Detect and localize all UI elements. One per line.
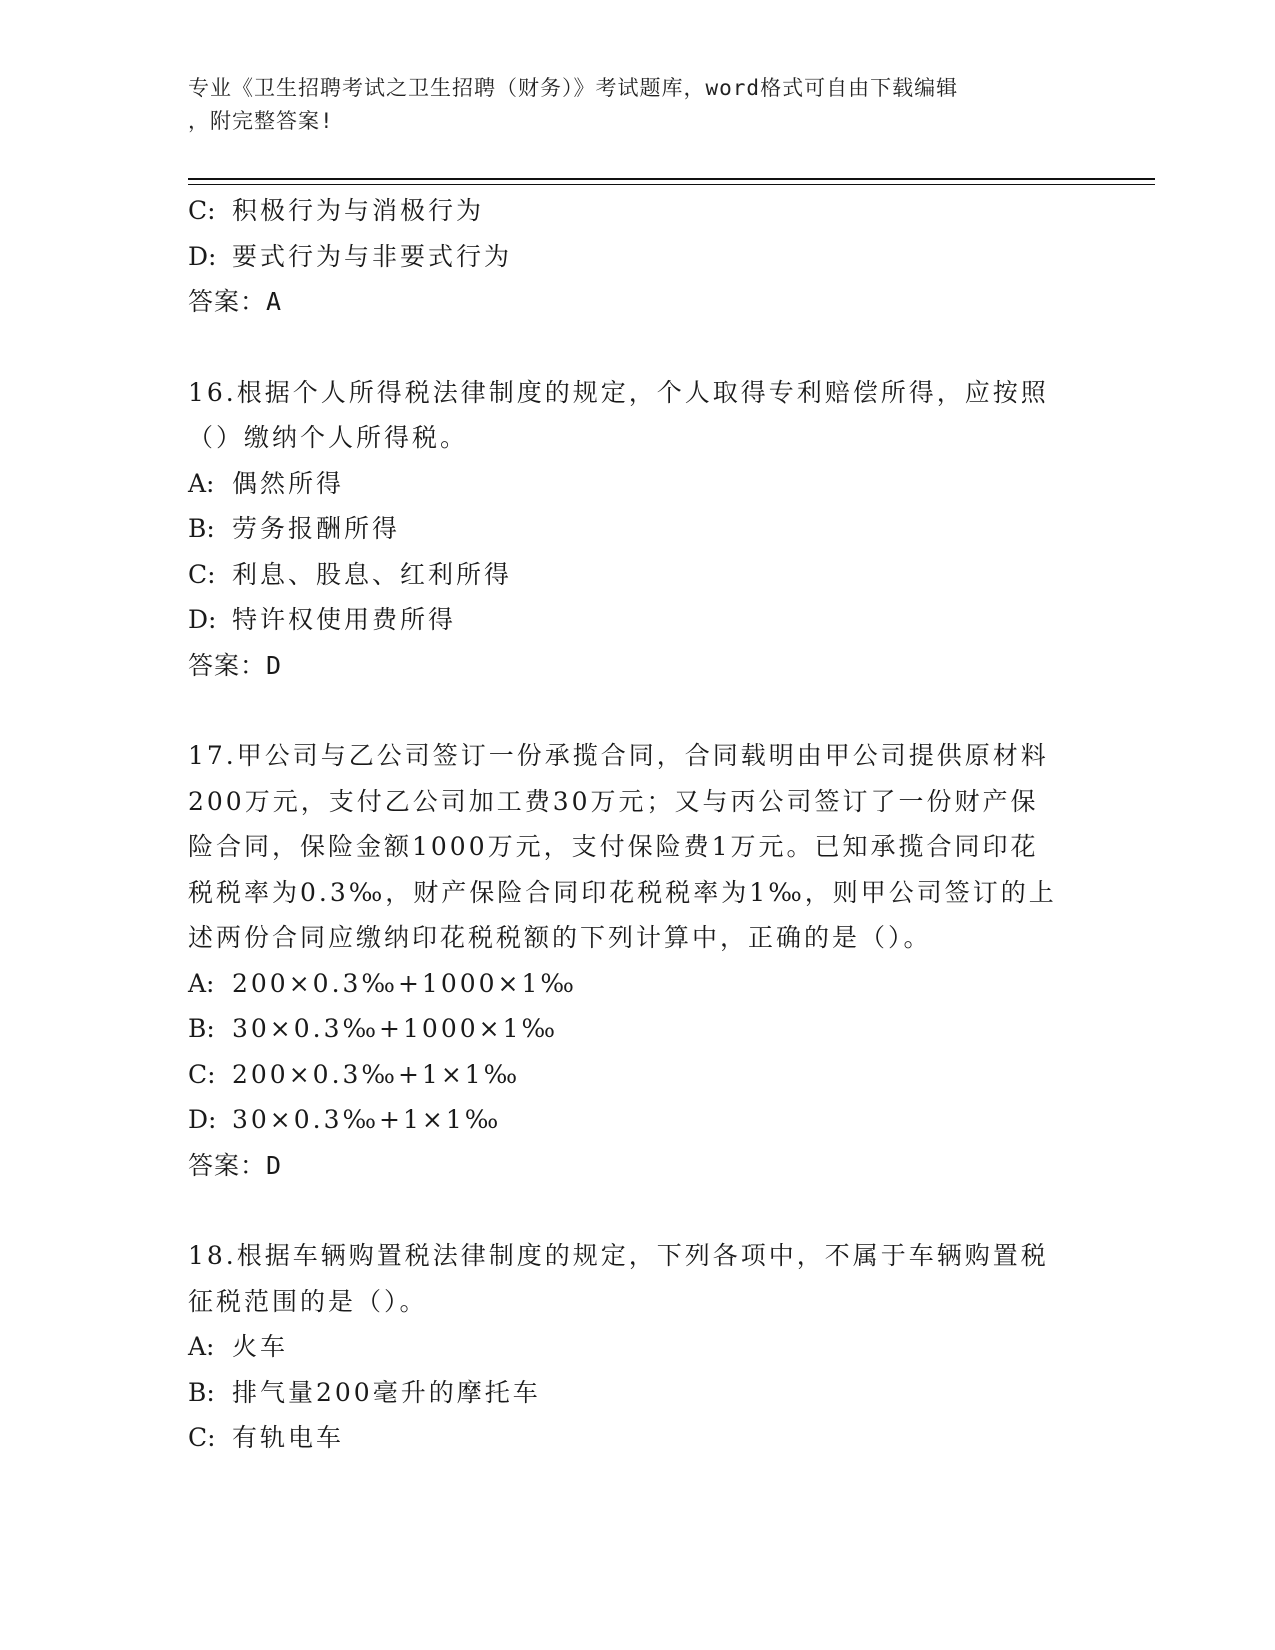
- option-label: C:: [188, 1423, 216, 1452]
- option-a: [188, 961, 1088, 1007]
- question-text-line: 征税范围的是（）。: [188, 1286, 428, 1316]
- option-d: [188, 597, 1088, 643]
- question-text-line: 险合同，保险金额1000万元，支付保险费1万元。已知承揽合同印花: [188, 832, 1039, 861]
- option-label: A:: [188, 468, 215, 498]
- answer-line: 答案：D: [188, 650, 283, 680]
- option-c: [188, 188, 1088, 234]
- option-text: 要式行为与非要式行为: [232, 241, 513, 271]
- option-c: [188, 552, 1088, 598]
- question-content: [188, 188, 1088, 1461]
- question-text-line: 16.根据个人所得税法律制度的规定，个人取得专利赔偿所得，应按照: [188, 377, 1049, 407]
- question-text-line: （）缴纳个人所得税。: [188, 423, 469, 452]
- option-text: 劳务报酬所得: [232, 514, 401, 543]
- option-text: 积极行为与消极行为: [232, 196, 485, 225]
- header-line-1: 专业《卫生招聘考试之卫生招聘（财务）》考试题库，word格式可自由下载编辑: [188, 76, 959, 100]
- option-a: [188, 461, 1088, 507]
- prev-question-block: [188, 188, 1088, 325]
- question-17: [188, 733, 1088, 1188]
- header-divider-thin: [188, 184, 1155, 185]
- option-label: C:: [188, 196, 216, 225]
- option-label: B:: [188, 514, 215, 543]
- header-line-2: ，附完整答案!: [188, 109, 334, 133]
- option-d: [188, 1097, 1088, 1143]
- option-b: [188, 1006, 1088, 1052]
- answer-line: 答案：A: [188, 287, 283, 316]
- option-text: 30×0.3‰+1×1‰: [232, 1105, 502, 1134]
- answer-line: 答案：D: [188, 1150, 283, 1180]
- question-text-line: 述两份合同应缴纳印花税税额的下列计算中，正确的是（）。: [188, 923, 932, 952]
- question-18: [188, 1233, 1088, 1461]
- option-text: 200×0.3‰+1×1‰: [232, 1059, 521, 1089]
- option-d: [188, 234, 1088, 280]
- option-a: [188, 1324, 1088, 1370]
- option-text: 利息、股息、红利所得: [232, 559, 513, 589]
- option-label: D:: [188, 1105, 217, 1134]
- option-label: A:: [188, 1332, 215, 1361]
- option-label: D:: [188, 605, 217, 634]
- option-label: C:: [188, 559, 216, 589]
- question-text-line: 200万元，支付乙公司加工费30万元；又与丙公司签订了一份财产保: [188, 786, 1039, 816]
- question-text-line: 17.甲公司与乙公司签订一份承揽合同，合同载明由甲公司提供原材料: [188, 741, 1049, 770]
- header-divider-thick: [188, 178, 1155, 180]
- option-text: 火车: [232, 1332, 289, 1361]
- option-label: C:: [188, 1059, 216, 1089]
- question-16: [188, 370, 1088, 689]
- option-label: A:: [188, 968, 215, 998]
- option-label: B:: [188, 1377, 215, 1407]
- option-c: [188, 1415, 1088, 1461]
- option-label: B:: [188, 1014, 215, 1043]
- option-label: D:: [188, 241, 217, 271]
- document-header: [188, 72, 1068, 138]
- option-text: 有轨电车: [232, 1423, 345, 1452]
- question-text-line: 税税率为0.3‰，财产保险合同印花税税率为1‰，则甲公司签订的上: [188, 877, 1057, 907]
- option-b: [188, 1370, 1088, 1416]
- option-text: 30×0.3‰+1000×1‰: [232, 1014, 559, 1043]
- option-text: 排气量200毫升的摩托车: [232, 1377, 541, 1407]
- option-b: [188, 506, 1088, 552]
- question-text-line: 18.根据车辆购置税法律制度的规定，下列各项中，不属于车辆购置税: [188, 1241, 1049, 1270]
- option-c: [188, 1052, 1088, 1098]
- option-text: 200×0.3‰+1000×1‰: [232, 968, 577, 998]
- option-text: 偶然所得: [232, 468, 345, 498]
- option-text: 特许权使用费所得: [232, 605, 457, 634]
